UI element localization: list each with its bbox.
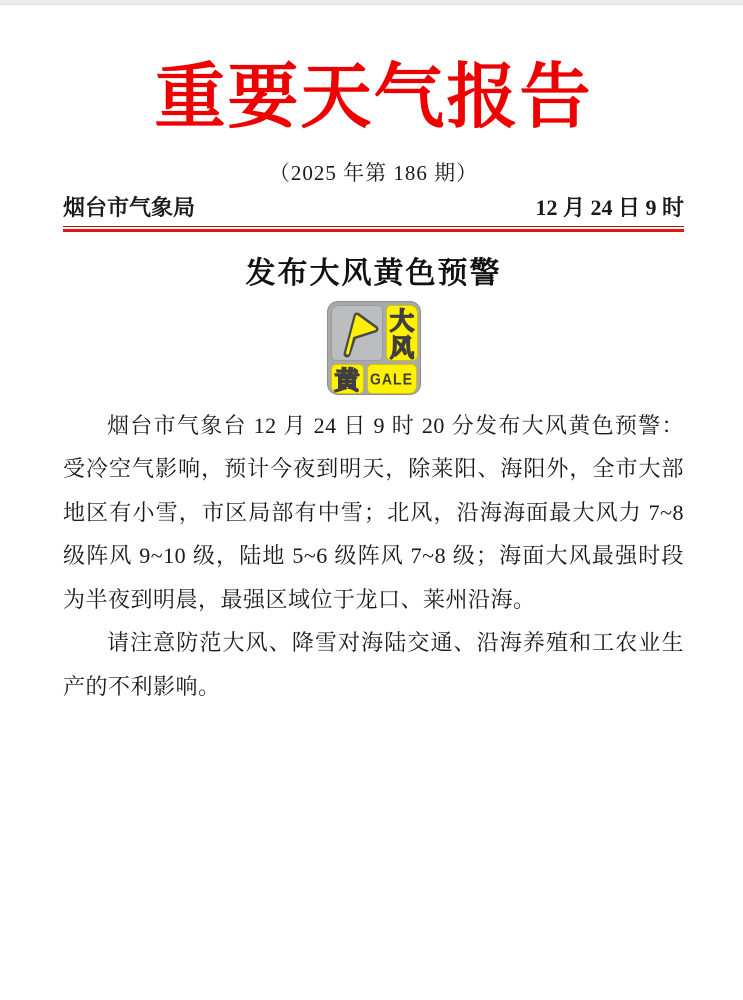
- viewer-top-edge: [0, 0, 743, 5]
- red-divider-rule: [63, 226, 684, 232]
- warning-level-yellow-label: [331, 364, 364, 394]
- wind-flag-icon: [331, 305, 383, 361]
- advice-paragraph: 请注意防范大风、降雪对海陆交通、沿海养殖和工农业生产的不利影响。: [63, 630, 684, 699]
- warning-heading: 发布大风黄色预警: [245, 256, 502, 290]
- agency-name: 烟台市气象局: [63, 194, 196, 220]
- weather-report-page: [0, 57, 743, 708]
- warning-paragraph: 烟台市气象台 12 月 24 日 9 时 20 分发布大风黄色预警：受冷空气影响，预计今夜到明天，除莱阳、海阳外，全市大部地区有小雪，市区局部有中雪；北风，沿海海面最大风力 7~8 级阵风 9~10 级，陆地 5~6 级阵风 7~8 级；海面大风最强时段为半夜到明晨，最强区域位于龙口、莱州沿海。: [63, 412, 684, 612]
- report-title: 重要天气报告: [154, 59, 593, 137]
- header-row: [63, 191, 684, 222]
- gale-en-label: [367, 364, 417, 394]
- gale-char-bottom: 风: [389, 334, 414, 360]
- issue-number: （2025 年第 186 期）: [268, 160, 479, 185]
- level-char: 黄: [334, 366, 360, 393]
- gale-yellow-warning-icon: [327, 301, 421, 395]
- gale-char-top: 大: [389, 307, 414, 335]
- gale-cn-label: [386, 305, 418, 361]
- report-datetime: 12 月 24 日 9 时: [535, 194, 684, 220]
- report-body: [63, 404, 684, 709]
- warning-icon-top-row: [331, 305, 417, 361]
- warning-icon-bottom-row: [331, 364, 417, 394]
- gale-en-text: GALE: [370, 369, 413, 388]
